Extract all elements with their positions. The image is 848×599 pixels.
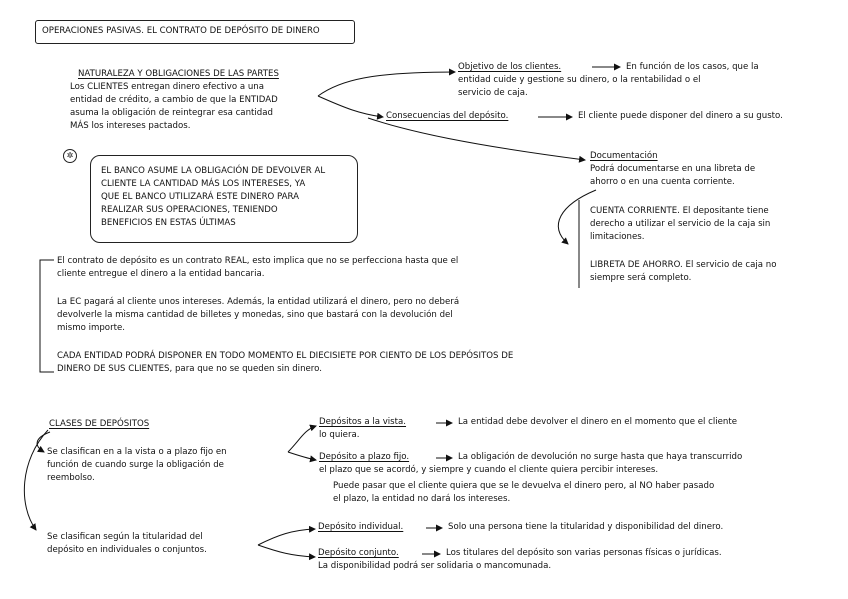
naturaleza-line-3: asuma la obligación de reintegrar esa cantidad [70,108,273,118]
objetivo-line-1: En función de los casos, que la [626,62,759,72]
plazo-group-line-1: Se clasifican en a la vista o a plazo fijo en [47,447,227,457]
naturaleza-line-4: MÁS los intereses pactados. [70,121,191,131]
titularidad-group-line-1: Se clasifican según la titularidad del [47,532,203,542]
conjunto-label: Depósito conjunto. [318,548,399,558]
vista-line-1: La entidad debe devolver el dinero en el momento que el cliente [458,417,738,427]
individual-text: Solo una persona tiene la titularidad y disponibilidad del dinero. [448,522,724,532]
contrato-note-1-line-1: El contrato de depósito es un contrato REAL, esto implica que no se perfecciona hasta que el [57,256,459,266]
conjunto-line-1: Los titulares del depósito son varias personas físicas o jurídicas. [446,548,722,558]
plazo-fijo-line-3: Puede pasar que el cliente quiera que se le devuelva el dinero pero, al NO haber pasado [333,481,715,491]
plazo-fijo-line-1: La obligación de devolución no surge hasta que haya transcurrido [458,452,743,462]
contrato-note-2-line-2: devolverle la misma cantidad de billetes y monedas, sino que bastará con la devolución del [57,310,453,320]
consecuencias-text: El cliente puede disponer del dinero a su gusto. [578,111,783,121]
contrato-note-2-line-3: mismo importe. [57,323,125,333]
branch-to-documentacion [368,118,585,160]
naturaleza-line-1: Los CLIENTES entregan dinero efectivo a una [70,82,265,92]
objetivo-line-2: entidad cuide y gestione su dinero, o la rentabilidad o el [458,75,701,85]
documentacion-line-1: Podrá documentarse en una libreta de [590,164,756,174]
banco-line-2: CLIENTE LA CANTIDAD MÁS LOS INTERESES, YA [101,179,306,189]
contrato-note-3-line-1: CADA ENTIDAD PODRÁ DISPONER EN TODO MOMENTO EL DIECISIETE POR CIENTO DE LOS DEPÓSITOS DE [57,351,514,361]
branch-to-objetivo [318,72,455,96]
vista-line-2: lo quiera. [319,430,360,440]
bracket-contrato [40,260,54,372]
branch-to-conjunto [258,545,315,557]
clases-heading: CLASES DE DEPÓSITOS [49,419,150,429]
plazo-group-line-2: función de cuando surge la obligación de [47,460,224,470]
documentacion-label: Documentación [590,151,658,161]
plazo-fijo-line-4: el plazo, la entidad no dará los intereses. [333,494,511,504]
curve-to-titularidad [24,430,48,530]
objetivo-line-3: servicio de caja. [458,88,528,98]
vista-label: Depósitos a la vista. [319,417,407,427]
documentacion-line-2: ahorro o en una cuenta corriente. [590,177,735,187]
contrato-note-3-line-2: DINERO DE SUS CLIENTES, para que no se queden sin dinero. [57,364,322,374]
plazo-group-line-3: reembolso. [47,473,95,483]
naturaleza-heading: NATURALEZA Y OBLIGACIONES DE LAS PARTES [78,69,279,79]
libreta-line-1: LIBRETA DE AHORRO. El servicio de caja no [590,260,777,270]
branch-to-consecuencias [318,96,383,117]
star-icon: ✲ [63,149,77,163]
page-title: OPERACIONES PASIVAS. EL CONTRATO DE DEPÓSITO DE DINERO [42,26,320,36]
banco-line-1: EL BANCO ASUME LA OBLIGACIÓN DE DEVOLVER AL [101,166,326,176]
libreta-line-2: siempre será completo. [590,273,692,283]
plazo-fijo-line-2: el plazo que se acordó, y siempre y cuando el cliente quiera percibir intereses. [319,465,659,475]
consecuencias-label: Consecuencias del depósito. [386,111,509,121]
naturaleza-line-2: entidad de crédito, a cambio de que la ENTIDAD [70,95,278,105]
individual-label: Depósito individual. [318,522,404,532]
branch-to-vista [288,426,316,452]
cuenta-corriente-line-3: limitaciones. [590,232,645,242]
objetivo-label: Objetivo de los clientes. [458,62,562,72]
conjunto-line-2: La disponibilidad podrá ser solidaria o mancomunada. [318,561,552,571]
branch-to-individual [258,529,315,545]
plazo-fijo-label: Depósito a plazo fijo. [319,452,410,462]
contrato-note-1-line-2: cliente entregue el dinero a la entidad bancaria. [57,269,265,279]
banco-line-4: REALIZAR SUS OPERACIONES, TENIENDO [101,205,278,215]
banco-line-5: BENEFICIOS EN ESTAS ÚLTIMAS [101,218,236,228]
titularidad-group-line-2: depósito en individuales o conjuntos. [47,545,207,555]
title-box [35,20,355,44]
contrato-note-2-line-1: La EC pagará al cliente unos intereses. Además, la entidad utilizará el dinero, pero no deberá [57,297,460,307]
cuenta-corriente-line-2: derecho a utilizar el servicio de la caja sin [590,219,771,229]
cuenta-corriente-line-1: CUENTA CORRIENTE. El depositante tiene [590,206,769,216]
banco-line-3: QUE EL BANCO UTILIZARÁ ESTE DINERO PARA [101,192,300,202]
branch-to-plazo-fijo [288,452,316,460]
